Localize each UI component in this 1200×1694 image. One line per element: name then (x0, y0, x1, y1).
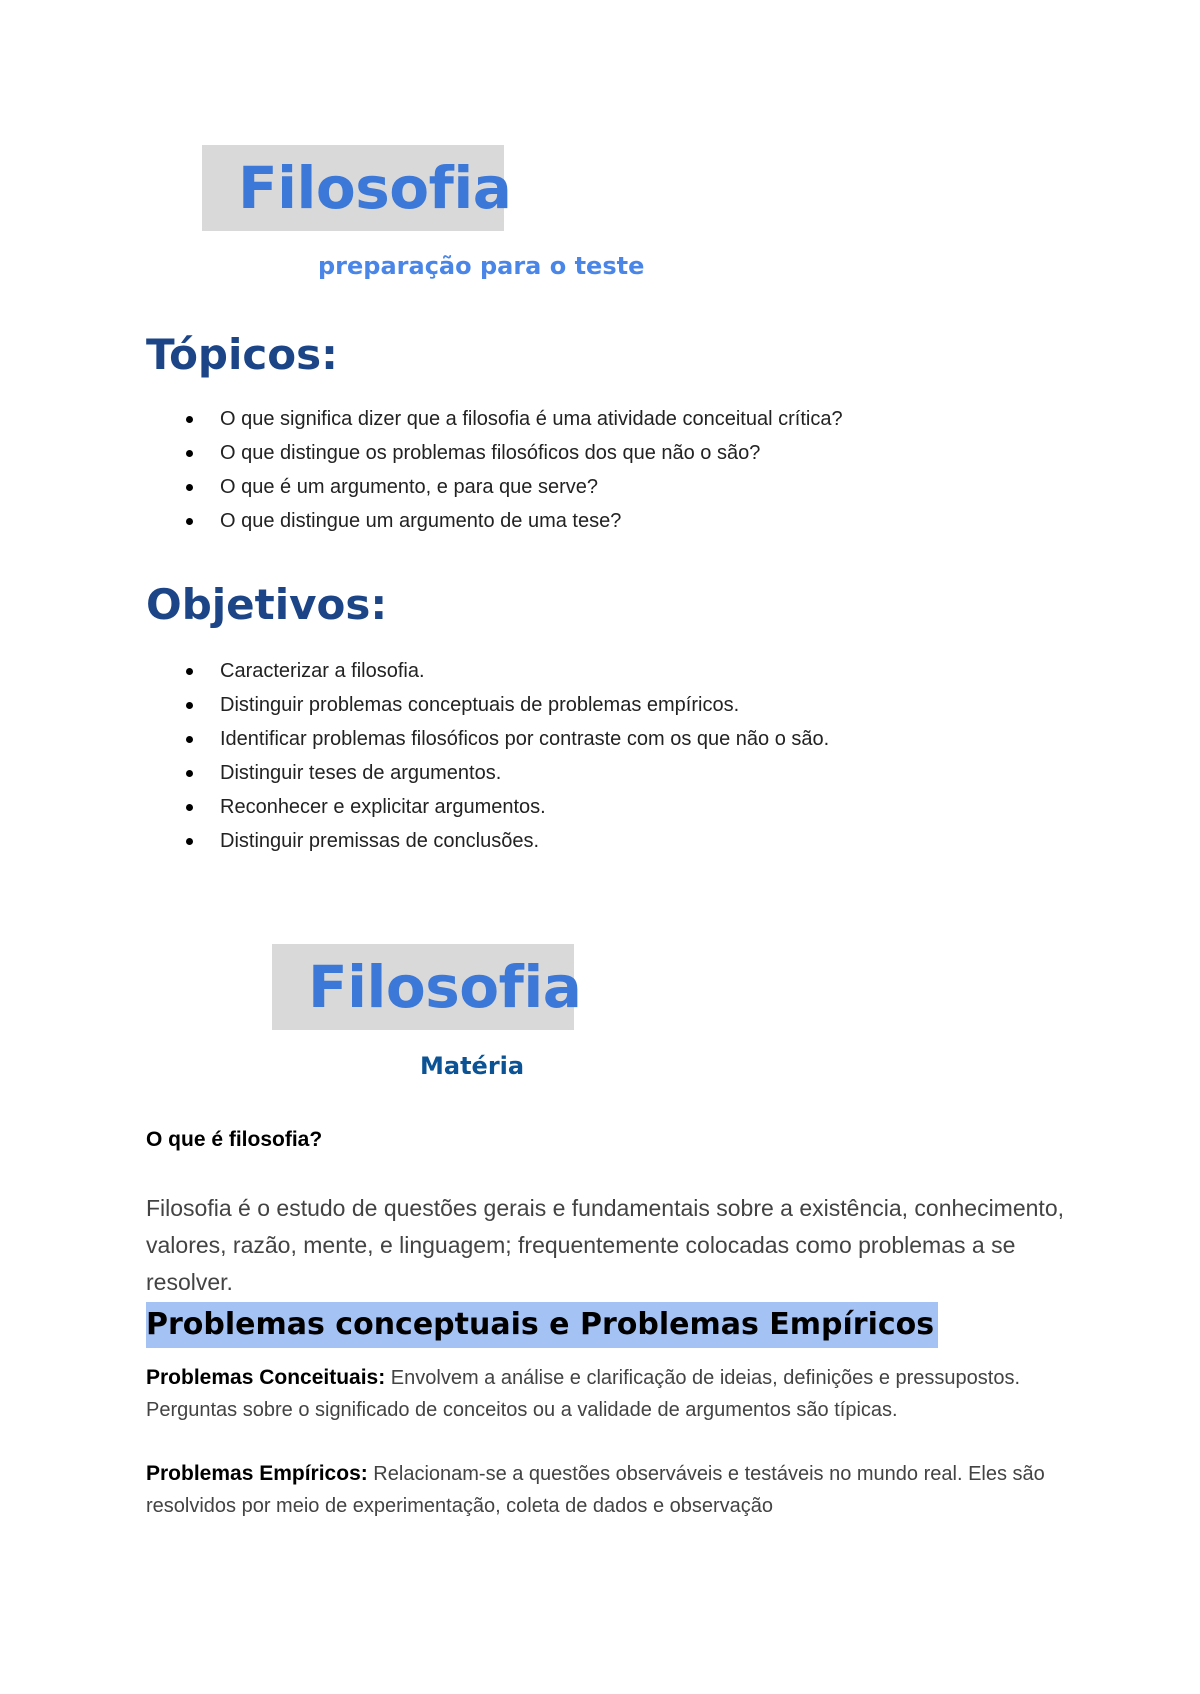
conceptual-text: Envolvem a análise e clarificação de ideias, definições e pressupostos. Perguntas sobre o significado de conceitos ou a validade de argumentos são típicas. (146, 1367, 1021, 1421)
conceptual-definition (146, 1362, 1086, 1426)
list-item: O que é um argumento, e para que serve? (186, 470, 843, 504)
list-item: Distinguir premissas de conclusões. (186, 824, 829, 858)
conceptual-term: Problemas Conceituais: (146, 1366, 386, 1389)
list-item: Reconhecer e explicitar argumentos. (186, 790, 829, 824)
empirical-term: Problemas Empíricos: (146, 1462, 368, 1485)
list-item: O que distingue os problemas filosóficos dos que não o são? (186, 436, 843, 470)
page-title-filosofia: Filosofia (202, 145, 504, 231)
page-title-filosofia-materia: Filosofia (272, 944, 574, 1030)
question-heading: O que é filosofia? (146, 1128, 323, 1151)
list-item: O que significa dizer que a filosofia é uma atividade conceitual crítica? (186, 402, 843, 436)
list-item: Identificar problemas filosóficos por contraste com os que não o são. (186, 722, 829, 756)
bullet-icon (186, 702, 193, 709)
subtitle-materia: Matéria (420, 1052, 525, 1080)
objectives-list (186, 654, 829, 858)
problems-heading: Problemas conceptuais e Problemas Empíricos (146, 1302, 938, 1348)
bullet-icon (186, 518, 193, 525)
bullet-icon (186, 770, 193, 777)
objectives-heading: Objetivos: (146, 580, 388, 629)
empirical-text: Relacionam-se a questões observáveis e testáveis no mundo real. Eles são resolvidos por meio de experimentação, coleta de dados e observação (146, 1463, 1045, 1517)
subtitle-preparacao: preparação para o teste (318, 252, 645, 280)
bullet-icon (186, 416, 193, 423)
topics-heading: Tópicos: (146, 330, 338, 379)
list-item: Caracterizar a filosofia. (186, 654, 829, 688)
topics-list (186, 402, 843, 538)
definition-paragraph: Filosofia é o estudo de questões gerais e fundamentais sobre a existência, conhecimento, valores, razão, mente, e linguagem; frequentemente colocadas como problemas a se resolver. (146, 1195, 1065, 1295)
bullet-icon (186, 668, 193, 675)
bullet-icon (186, 736, 193, 743)
bullet-icon (186, 838, 193, 845)
list-item: O que distingue um argumento de uma tese? (186, 504, 843, 538)
list-item: Distinguir problemas conceptuais de problemas empíricos. (186, 688, 829, 722)
list-item: Distinguir teses de argumentos. (186, 756, 829, 790)
bullet-icon (186, 484, 193, 491)
bullet-icon (186, 450, 193, 457)
empirical-definition (146, 1458, 1086, 1522)
bullet-icon (186, 804, 193, 811)
